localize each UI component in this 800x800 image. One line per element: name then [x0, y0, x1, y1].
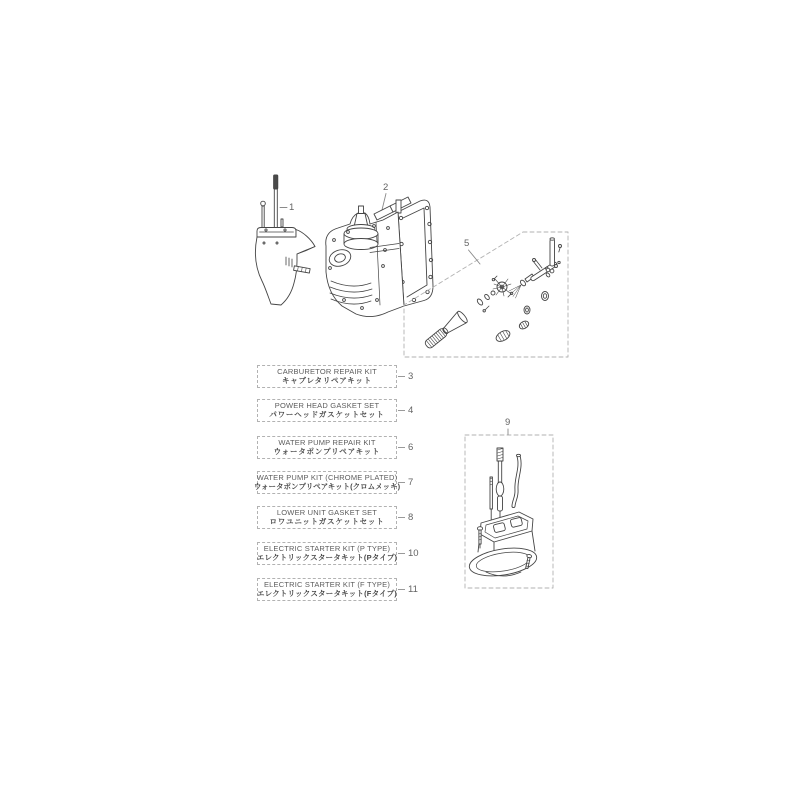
kit-name-jp: エレクトリックスタータキット(Fタイプ) [256, 589, 398, 599]
kit-name-en: ELECTRIC STARTER KIT (F TYPE) [263, 580, 391, 590]
kit-row-water-pump-chrome [253, 471, 427, 494]
kit-box [257, 365, 397, 388]
figure-label-1: 1 [289, 202, 295, 213]
figure-label-9: 9 [505, 417, 511, 428]
kit-number: 11 [408, 584, 418, 595]
kit-name-jp: キャブレタリペアキット [281, 376, 373, 386]
kit-number: 4 [408, 405, 414, 416]
leader-line-5 [469, 250, 481, 264]
kit-name-jp: ウォータポンプリペアキット(クロムメッキ) [253, 482, 401, 492]
kit-leader-line [398, 376, 405, 377]
kit-number: 6 [408, 442, 414, 453]
kit-number: 7 [408, 477, 414, 488]
kit-name-en: ELECTRIC STARTER KIT (P TYPE) [263, 544, 391, 554]
kit-number: 8 [408, 512, 414, 523]
kit-leader-line [398, 517, 405, 518]
kit-box [253, 471, 401, 494]
powerhead-drawing [326, 194, 433, 317]
kit-leader-line [398, 410, 405, 411]
kit-name-jp: ウォータポンプリペアキット [273, 447, 381, 457]
kit-name-jp: エレクトリックスタータキット(Pタイプ) [256, 553, 398, 563]
figure-label-5: 5 [464, 238, 470, 249]
kit-name-en: WATER PUMP KIT (CHROME PLATED) [256, 473, 398, 483]
kit-box [257, 399, 397, 422]
kit-leader-line [398, 553, 405, 554]
kit-row-carburetor-repair [257, 365, 427, 388]
kit-box [257, 578, 397, 601]
kit-row-powerhead-gasket [257, 399, 427, 422]
kit-name-en: WATER PUMP REPAIR KIT [278, 438, 376, 448]
kit-number: 3 [408, 371, 414, 382]
figure-label-2: 2 [383, 182, 389, 193]
kit-row-lower-unit-gasket [257, 506, 427, 529]
kit-number: 10 [408, 548, 419, 559]
kit-name-en: CARBURETOR REPAIR KIT [277, 367, 377, 377]
kit-box [257, 542, 397, 565]
kit-name-en: LOWER UNIT GASKET SET [276, 508, 378, 518]
kit-name-jp: パワーヘッドガスケットセット [269, 410, 385, 420]
kit-row-electric-starter-f [257, 578, 427, 601]
lower-unit-drawing [255, 175, 315, 305]
kit-name-jp: ロワユニットガスケットセット [269, 517, 385, 527]
kit-name-en: POWER HEAD GASKET SET [274, 401, 380, 411]
kit-leader-line [398, 447, 405, 448]
kit-box [257, 506, 397, 529]
kit-row-water-pump-repair [257, 436, 427, 459]
kit-row-electric-starter-p [257, 542, 427, 565]
kit-leader-line [398, 589, 405, 590]
kit-leader-line [398, 482, 405, 483]
gearcase-housing-drawing [465, 429, 553, 588]
kit-box [257, 436, 397, 459]
